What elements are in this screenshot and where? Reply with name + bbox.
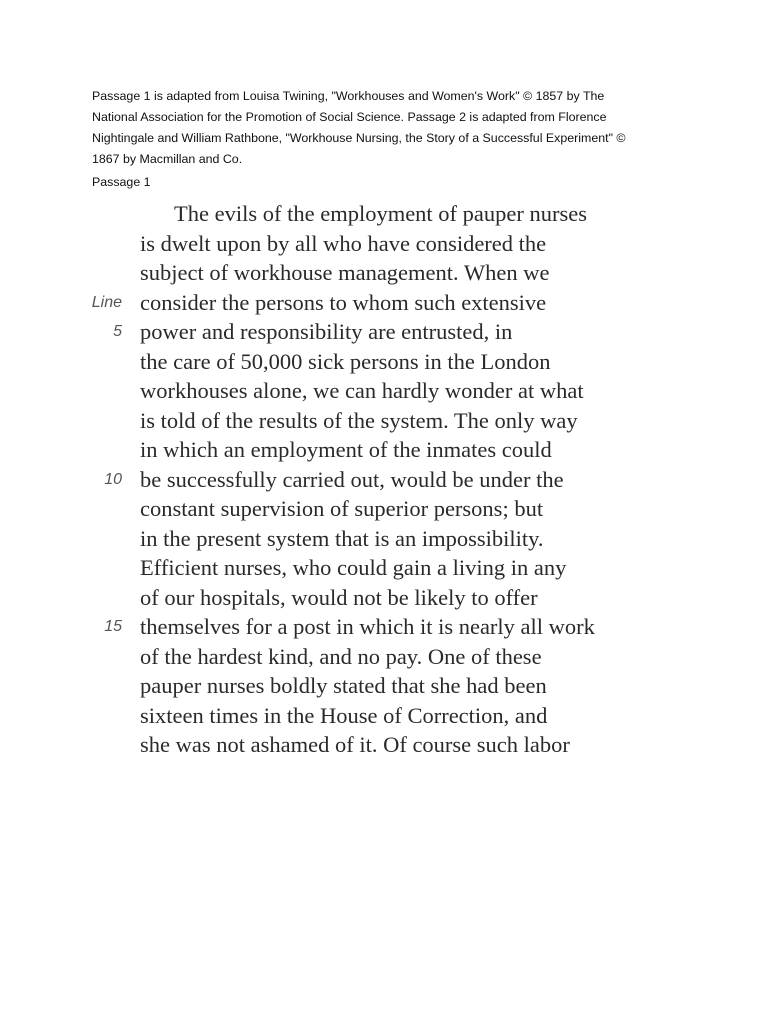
passage-line xyxy=(0,494,768,524)
line-text: workhouses alone, we can hardly wonder at what xyxy=(140,378,584,403)
line-text: pauper nurses boldly stated that she had been xyxy=(140,673,547,698)
line-text: be successfully carried out, would be under the xyxy=(140,466,564,492)
line-text: is told of the results of the system. The only way xyxy=(140,407,578,433)
passage-line xyxy=(0,524,768,554)
line-text: consider the persons to whom such extensive xyxy=(140,289,547,315)
line-text: in the present system that is an impossibility. xyxy=(140,525,544,551)
line-number: 10 xyxy=(104,470,122,488)
passage-line xyxy=(0,288,768,318)
line-number: 5 xyxy=(113,323,122,340)
line-number: 15 xyxy=(104,618,122,635)
passage-line xyxy=(0,612,768,642)
line-text: subject of workhouse management. When we xyxy=(140,260,550,285)
line-text: of our hospitals, would not be likely to offer xyxy=(140,584,538,610)
line-text: themselves for a post in which it is nearly all work xyxy=(140,614,595,639)
passage-label: Passage 1 xyxy=(92,175,151,189)
passage-line xyxy=(0,730,768,760)
passage-line xyxy=(0,553,768,583)
passage-line xyxy=(0,671,768,701)
line-text: constant supervision of superior persons; but xyxy=(140,496,544,521)
line-text: sixteen times in the House of Correction, and xyxy=(140,702,548,728)
line-text: Efficient nurses, who could gain a living in any xyxy=(140,555,567,580)
line-text: she was not ashamed of it. Of course such labor xyxy=(140,732,570,757)
line-number: Line xyxy=(91,293,122,311)
line-text: The evils of the employment of pauper nurses xyxy=(174,201,588,226)
line-text: power and responsibility are entrusted, in xyxy=(140,319,513,344)
passage-line xyxy=(0,258,768,288)
passage-line xyxy=(0,435,768,465)
passage-line xyxy=(0,376,768,406)
passage-line xyxy=(0,465,768,495)
line-text: is dwelt upon by all who have considered the xyxy=(140,230,547,256)
passage-line xyxy=(0,199,768,229)
line-text: the care of 50,000 sick persons in the London xyxy=(140,348,551,374)
line-text: of the hardest kind, and no pay. One of these xyxy=(140,643,542,669)
passage-line xyxy=(0,406,768,436)
passage-line xyxy=(0,317,768,347)
line-text: in which an employment of the inmates could xyxy=(140,437,552,462)
source-attribution xyxy=(92,86,652,170)
passage-line xyxy=(0,229,768,259)
passage-line xyxy=(0,642,768,672)
passage-body xyxy=(0,199,768,760)
passage-line xyxy=(0,347,768,377)
attribution-text: Passage 1 is adapted from Louisa Twining, "Workhouses and Women's Work" © 1857 by The National Association for the Promotion of Social Science. Passage 2 is adapted from Florence Nightingale and William Rathbone, "Workhouse Nursing, the Story of a Successful Experiment" © 1867 by Macmillan and Co. xyxy=(92,89,626,166)
passage-line xyxy=(0,583,768,613)
passage-line xyxy=(0,701,768,731)
